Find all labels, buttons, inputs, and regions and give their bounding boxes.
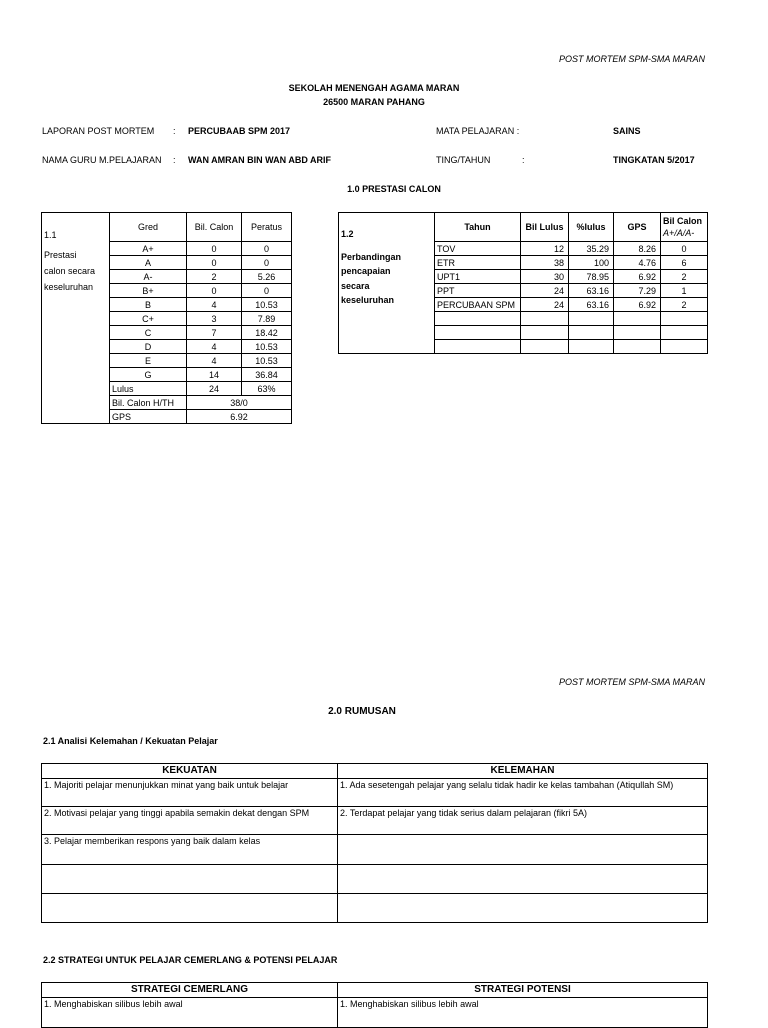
bil-calon-header (661, 213, 708, 242)
section2-title: 2.0 RUMUSAN (328, 706, 396, 717)
percent-cell: 7.89 (242, 312, 292, 326)
table-number: 1.1 (44, 230, 57, 240)
kelemahan-item: 1. Ada sesetengah pelajar yang selalu tidak hadir ke kelas tambahan (Atiqullah SM) (338, 779, 708, 807)
percent-cell: 10.53 (242, 354, 292, 368)
colon: : (173, 155, 176, 165)
analisis-subtitle: 2.1 Analisi Kelemahan / Kekuatan Pelajar (43, 736, 218, 746)
percent-cell: 0 (242, 256, 292, 270)
percent-cell: 0 (242, 242, 292, 256)
percent-cell: 36.84 (242, 368, 292, 382)
mapel-label: MATA PELAJARAN : (436, 126, 520, 136)
lulus-label: Lulus (110, 382, 187, 396)
cell: 4.76 (614, 256, 661, 270)
tahun-cell: TOV (435, 242, 521, 256)
cell: 35.29 (569, 242, 614, 256)
count-cell: 4 (187, 298, 242, 312)
empty-cell (435, 340, 521, 354)
cell: 78.95 (569, 270, 614, 284)
cell: 7.29 (614, 284, 661, 298)
empty-cell (521, 326, 569, 340)
count-cell: 14 (187, 368, 242, 382)
kekuatan-item: 2. Motivasi pelajar yang tinggi apabila semakin dekat dengan SPM (42, 807, 338, 835)
column-header: Gred (110, 213, 187, 242)
desc-line: Perbandingan (341, 251, 402, 262)
cell: 12 (521, 242, 569, 256)
column-header: Bil Lulus (521, 213, 569, 242)
header-line: A+/A/A- (663, 228, 695, 238)
grade-cell: A+ (110, 242, 187, 256)
kekuatan-header: KEKUATAN (42, 764, 338, 779)
desc-line: secara (341, 280, 370, 291)
section1-title: 1.0 PRESTASI CALON (347, 184, 441, 194)
column-header: Bil. Calon (187, 213, 242, 242)
table-row (42, 779, 708, 807)
cell: 63.16 (569, 298, 614, 312)
percent-cell: 0 (242, 284, 292, 298)
count-cell: 0 (187, 284, 242, 298)
bil-calon-value: 38/0 (187, 396, 292, 410)
cemerlang-header: STRATEGI CEMERLANG (42, 983, 338, 998)
empty-cell (661, 312, 708, 326)
empty-cell (521, 340, 569, 354)
empty-cell (661, 326, 708, 340)
empty-cell (521, 312, 569, 326)
count-cell: 3 (187, 312, 242, 326)
laporan-value: PERCUBAAB SPM 2017 (188, 126, 291, 136)
empty-cell (661, 340, 708, 354)
cell: 2 (661, 298, 708, 312)
grade-cell: A (110, 256, 187, 270)
empty-cell (569, 340, 614, 354)
strategi-subtitle: 2.2 STRATEGI UNTUK PELAJAR CEMERLANG & POTENSI PELAJAR (43, 955, 338, 965)
grade-cell: B+ (110, 284, 187, 298)
percent-cell: 10.53 (242, 298, 292, 312)
percent-cell: 10.53 (242, 340, 292, 354)
cell: 6.92 (614, 298, 661, 312)
count-cell: 7 (187, 326, 242, 340)
colon: : (522, 155, 525, 165)
school-name: SEKOLAH MENENGAH AGAMA MARAN (288, 83, 460, 93)
percent-cell: 18.42 (242, 326, 292, 340)
cell: 100 (569, 256, 614, 270)
grade-cell: G (110, 368, 187, 382)
gps-value: 6.92 (187, 410, 292, 424)
perbandingan-table (338, 212, 708, 354)
header-line: Bil Calon (663, 216, 703, 226)
table-row (42, 835, 708, 865)
school-address: 26500 MARAN PAHANG (323, 97, 425, 107)
empty-row (42, 865, 708, 894)
empty-cell (435, 312, 521, 326)
guru-label: NAMA GURU M.PELAJARAN (42, 155, 162, 165)
grade-cell: C+ (110, 312, 187, 326)
potensi-item: 1. Menghabiskan silibus lebih awal (338, 998, 708, 1028)
empty-cell (569, 312, 614, 326)
cell: 30 (521, 270, 569, 284)
guru-value: WAN AMRAN BIN WAN ABD ARIF (188, 155, 331, 165)
cell: 24 (521, 284, 569, 298)
count-cell: 4 (187, 354, 242, 368)
cell: 38 (521, 256, 569, 270)
bil-calon-label: Bil. Calon H/TH (110, 396, 187, 410)
kekuatan-item: 1. Majoriti pelajar menunjukkan minat yang baik untuk belajar (42, 779, 338, 807)
grade-cell: E (110, 354, 187, 368)
colon: : (173, 126, 176, 136)
grade-cell: A- (110, 270, 187, 284)
cell: 24 (521, 298, 569, 312)
table-row (42, 998, 708, 1028)
grade-cell: C (110, 326, 187, 340)
prestasi-table (41, 212, 292, 424)
column-header: GPS (614, 213, 661, 242)
strategi-table (41, 982, 708, 1028)
count-cell: 2 (187, 270, 242, 284)
running-title: POST MORTEM SPM-SMA MARAN (558, 677, 705, 687)
count-cell: 0 (187, 242, 242, 256)
grade-cell: D (110, 340, 187, 354)
gps-label: GPS (110, 410, 187, 424)
empty-cell (614, 340, 661, 354)
empty-cell (614, 326, 661, 340)
empty-cell (435, 326, 521, 340)
cell: 1 (661, 284, 708, 298)
perbandingan-desc-cell (339, 213, 435, 354)
ting-label: TING/TAHUN (436, 155, 491, 165)
potensi-header: STRATEGI POTENSI (338, 983, 708, 998)
cell: 8.26 (614, 242, 661, 256)
column-header: Peratus (242, 213, 292, 242)
desc-line: keseluruhan (341, 295, 395, 305)
cell: 0 (661, 242, 708, 256)
cell: 6 (661, 256, 708, 270)
empty-cell (338, 835, 708, 865)
count-cell: 4 (187, 340, 242, 354)
tahun-cell: ETR (435, 256, 521, 270)
column-header: Tahun (435, 213, 521, 242)
cell: 2 (661, 270, 708, 284)
empty-cell (42, 894, 338, 923)
tahun-cell: UPT1 (435, 270, 521, 284)
empty-cell (338, 894, 708, 923)
percent-cell: 5.26 (242, 270, 292, 284)
kelemahan-header: KELEMAHAN (338, 764, 708, 779)
grade-cell: B (110, 298, 187, 312)
cell: 6.92 (614, 270, 661, 284)
kekuatan-kelemahan-table (41, 763, 708, 923)
prestasi-desc-cell (42, 213, 110, 424)
table-row (42, 807, 708, 835)
empty-cell (42, 865, 338, 894)
empty-row (42, 894, 708, 923)
kelemahan-item: 2. Terdapat pelajar yang tidak serius dalam pelajaran (fikri 5A) (338, 807, 708, 835)
desc-line: pencapaian (341, 266, 391, 276)
tahun-cell: PPT (435, 284, 521, 298)
desc-line: calon secara (44, 266, 96, 276)
table-number: 1.2 (341, 229, 354, 239)
laporan-label: LAPORAN POST MORTEM (42, 126, 155, 136)
desc-line: Prestasi (44, 250, 77, 260)
tahun-cell: PERCUBAAN SPM (435, 298, 521, 312)
cemerlang-item: 1. Menghabiskan silibus lebih awal (42, 998, 338, 1028)
empty-cell (614, 312, 661, 326)
lulus-percent: 63% (242, 382, 292, 396)
desc-line: keseluruhan (44, 282, 94, 292)
ting-value: TINGKATAN 5/2017 (613, 155, 695, 165)
cell: 63.16 (569, 284, 614, 298)
empty-cell (338, 865, 708, 894)
mapel-value: SAINS (613, 126, 641, 136)
lulus-count: 24 (187, 382, 242, 396)
column-header: %lulus (569, 213, 614, 242)
count-cell: 0 (187, 256, 242, 270)
running-title: POST MORTEM SPM-SMA MARAN (558, 54, 705, 64)
empty-cell (569, 326, 614, 340)
kekuatan-item: 3. Pelajar memberikan respons yang baik dalam kelas (42, 835, 338, 865)
